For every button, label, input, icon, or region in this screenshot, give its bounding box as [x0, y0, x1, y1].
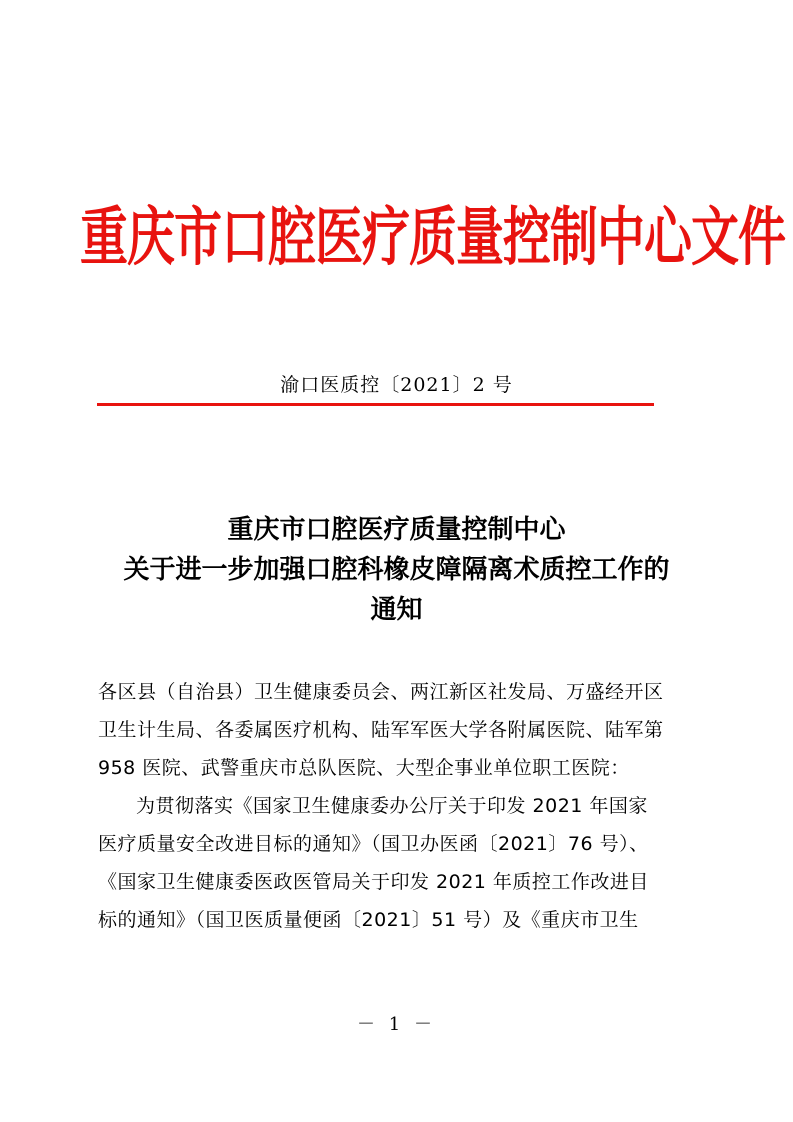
- recipients-line: 958 医院、武警重庆市总队医院、大型企事业单位职工医院：: [98, 757, 630, 779]
- document-header-title: 重庆市口腔医疗质量控制中心文件: [80, 201, 786, 275]
- paragraph-line: 为贯彻落实《国家卫生健康委办公厅关于印发 2021 年国家: [136, 795, 648, 817]
- page-number: － 1 －: [357, 1014, 436, 1035]
- body-text: [98, 673, 698, 939]
- paragraph-line: 标的通知》（国卫医质量便函〔2021〕51 号）及《重庆市卫生: [98, 909, 639, 931]
- paragraph-line: 《国家卫生健康委医政医管局关于印发 2021 年质控工作改进目: [98, 871, 649, 893]
- recipients-line: 卫生计生局、各委属医疗机构、陆军军医大学各附属医院、陆军第: [98, 719, 664, 741]
- document-number: 渝口医质控〔2021〕2 号: [280, 374, 513, 396]
- notice-title-line3: 通知: [370, 595, 423, 625]
- notice-title-line1: 重庆市口腔医疗质量控制中心: [227, 515, 566, 545]
- notice-title: [0, 510, 793, 630]
- red-divider-line: [97, 403, 654, 406]
- notice-title-line2: 关于进一步加强口腔科橡皮障隔离术质控工作的: [123, 555, 670, 585]
- recipients-line: 各区县（自治县）卫生健康委员会、两江新区社发局、万盛经开区: [98, 681, 664, 703]
- paragraph-line: 医疗质量安全改进目标的通知》（国卫办医函〔2021〕76 号）、: [98, 833, 649, 855]
